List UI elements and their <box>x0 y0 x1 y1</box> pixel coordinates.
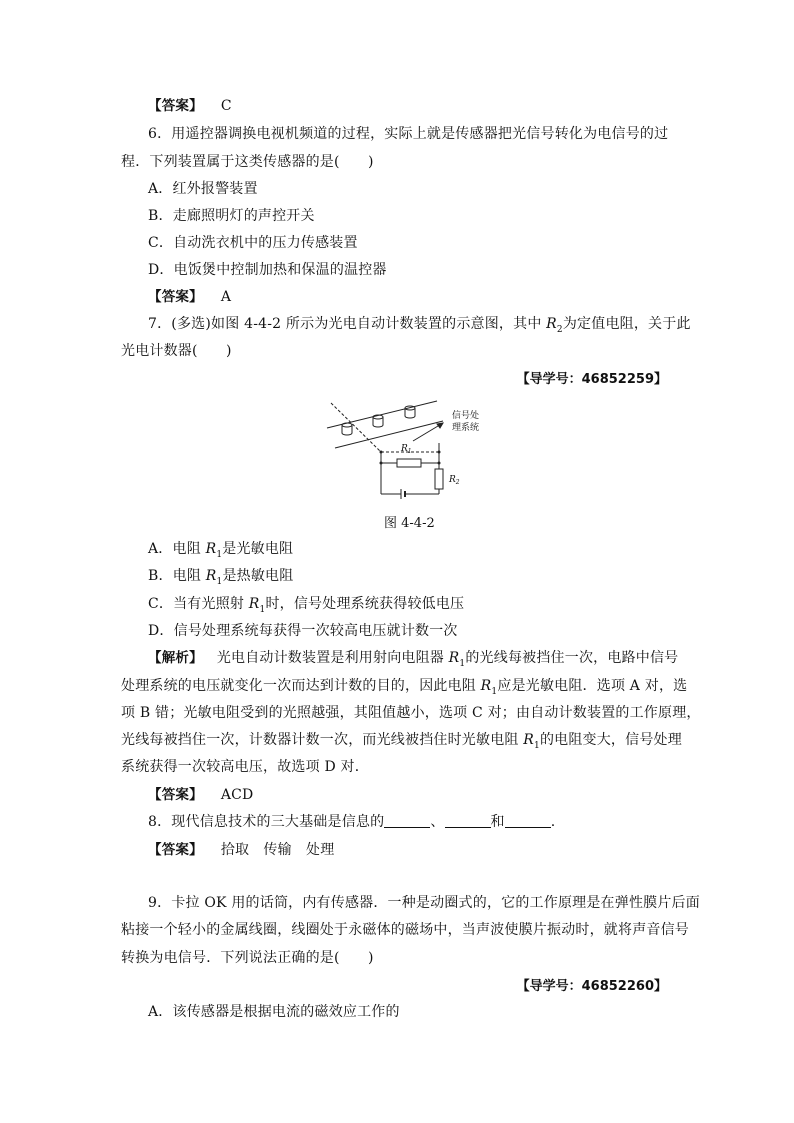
q6-stem-line-2: 程．下列装置属于这类传感器的是( ) <box>121 154 374 170</box>
q8-stem: 8．现代信息技术的三大基础是信息的 、 和 . <box>148 814 556 830</box>
q9-stem-line-2: 粘接一个轻小的金属线圈，线圈处于永磁体的磁场中，当声波使膜片振动时，就将声音信号 <box>121 922 689 938</box>
q7-analysis-line-3: 项 B 错；光敏电阻受到的光照越强，其阻值越小，选项 C 对；由自动计数装置的工作原理， <box>121 705 701 721</box>
q7-stem-line-2: 光电计数器( ) <box>121 343 232 359</box>
q9-option-a: A．该传感器是根据电流的磁效应工作的 <box>148 1004 400 1020</box>
q7-stem-line-1: 7．(多选)如图 4-4-2 所示为光电自动计数装置的示意图，其中 $R_2$为定值电阻，关于此 <box>148 316 691 335</box>
q6-option-b: B．走廊照明灯的声控开关 <box>148 208 315 224</box>
q7-option-b: B．电阻 $R_1$是热敏电阻 <box>148 568 294 587</box>
q7-option-c: C．当有光照射 $R_1$时，信号处理系统获得较低电压 <box>148 596 465 615</box>
q7-analysis-line-1: 【解析】 光电自动计数装置是利用射向电阻器 $R_1$的光线每被挡住一次，电路中信号 <box>148 650 679 669</box>
answer-blank[interactable] <box>505 813 551 828</box>
q7-analysis-line-5: 系统获得一次较高电压，故选项 D 对． <box>121 759 369 775</box>
q7-option-d: D．信号处理系统每获得一次较高电压就计数一次 <box>148 623 458 639</box>
answer-blank[interactable] <box>384 813 430 828</box>
figure-label-signal-line-1: 信号处 <box>452 411 480 421</box>
q7-answer: 【答案】 ACD <box>148 787 254 803</box>
q7-analysis-line-2: 处理系统的电压就变化一次而达到计数的目的，因此电阻 $R_1$应是光敏电阻．选项 A 对，选 <box>121 678 688 697</box>
q7-analysis-line-4: 光线每被挡住一次，计数器计数一次，而光线被挡住时光敏电阻 $R_1$的电阻变大，信号处理 <box>121 732 682 751</box>
figure-label-r2: $R_2$ <box>449 475 460 486</box>
photoelectric-counter-figure <box>325 393 485 503</box>
q6-option-a: A．红外报警装置 <box>148 181 258 197</box>
figure-caption: 图 4-4-2 <box>384 516 435 531</box>
q9-guide-number: 【导学号：46852260】 <box>516 979 667 994</box>
q9-stem-line-1: 9．卡拉 OK 用的话筒，内有传感器．一种是动圈式的，它的工作原理是在弹性膜片后面 <box>148 895 700 911</box>
figure-label-r1: $R_1$ <box>401 444 412 455</box>
q5-answer: 【答案】 C <box>148 98 232 114</box>
answer-blank[interactable] <box>445 813 491 828</box>
q6-option-c: C．自动洗衣机中的压力传感装置 <box>148 235 358 251</box>
q7-guide-number: 【导学号：46852259】 <box>516 372 667 387</box>
q8-answer: 【答案】 拾取 传输 处理 <box>148 842 335 858</box>
q6-answer: 【答案】 A <box>148 289 232 305</box>
q6-stem-line-1: 6．用遥控器调换电视机频道的过程，实际上就是传感器把光信号转化为电信号的过 <box>148 126 669 142</box>
q6-option-d: D．电饭煲中控制加热和保温的温控器 <box>148 262 387 278</box>
q7-option-a: A．电阻 $R_1$是光敏电阻 <box>148 541 294 560</box>
q9-stem-line-3: 转换为电信号．下列说法正确的是( ) <box>121 950 374 966</box>
figure-label-signal-line-2: 理系统 <box>452 423 480 433</box>
